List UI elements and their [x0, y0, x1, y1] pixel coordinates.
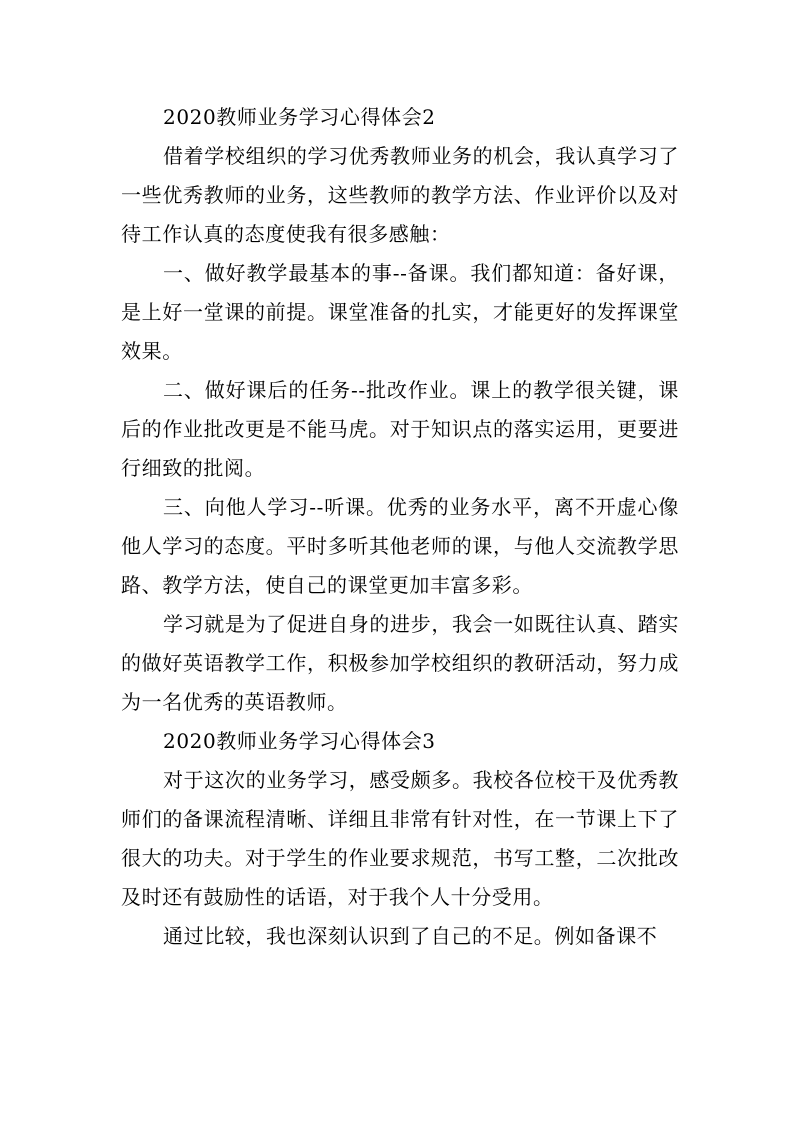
- paragraph-conclusion: 学习就是为了促进自身的进步，我会一如既往认真、踏实的做好英语教学工作，积极参加学校组织的教研活动，努力成为一名优秀的英语教师。: [121, 612, 679, 714]
- paragraph-point-1: 一、做好教学最基本的事--备课。我们都知道：备好课，是上好一堂课的前提。课堂准备的扎实，才能更好的发挥课堂效果。: [121, 261, 679, 363]
- document-body: [121, 98, 679, 956]
- paragraph-point-2: 二、做好课后的任务--批改作业。课上的教学很关键，课后的作业批改更是不能马虎。对于知识点的落实运用，更要进行细致的批阅。: [121, 378, 679, 480]
- paragraph-intro: 借着学校组织的学习优秀教师业务的机会，我认真学习了一些优秀教师的业务，这些教师的教学方法、作业评价以及对待工作认真的态度使我有很多感触：: [121, 144, 679, 246]
- section-title-2: 2020教师业务学习心得体会2: [163, 105, 436, 129]
- paragraph-feelings: 对于这次的业务学习，感受颇多。我校各位校干及优秀教师们的备课流程清晰、详细且非常有针对性，在一节课上下了很大的功夫。对于学生的作业要求规范，书写工整，二次批改及时还有鼓励性的话语，对于我个人十分受用。: [121, 768, 679, 909]
- paragraph-point-3: 三、向他人学习--听课。优秀的业务水平，离不开虚心像他人学习的态度。平时多听其他老师的课，与他人交流教学思路、教学方法，使自己的课堂更加丰富多彩。: [121, 495, 679, 597]
- section-title-3: 2020教师业务学习心得体会3: [163, 729, 436, 753]
- paragraph-comparison: 通过比较，我也深刻认识到了自己的不足。例如备课不: [163, 924, 658, 948]
